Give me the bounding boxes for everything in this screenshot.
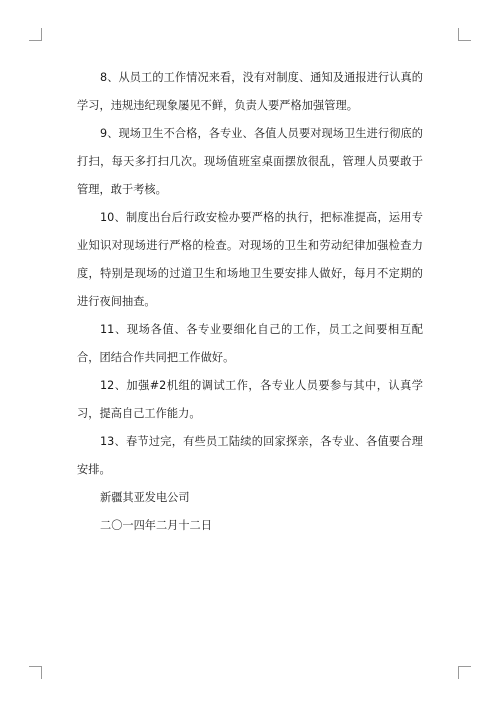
crop-mark-bottom-right <box>458 666 471 679</box>
paragraph-13: 13、春节过完，有些员工陆续的回家探亲，各专业、各值要合理安排。 <box>77 435 423 476</box>
paragraph-12: 12、加强#2机组的调试工作，各专业人员要参与其中，认真学习，提高自己工作能力。 <box>77 379 423 420</box>
crop-mark-top-right <box>458 28 471 41</box>
paragraph-10: 10、制度出台后行政安检办要严格的执行，把标准提高，运用专业知识对现场进行严格的检查。对现场的卫生和劳动纪律加强检查力度，特别是现场的过道卫生和场地卫生要安排人做好，每月不定期的进行夜间抽查。 <box>77 211 423 308</box>
company-name: 新疆其亚发电公司 <box>100 491 190 504</box>
crop-mark-top-left <box>29 28 42 41</box>
crop-mark-bottom-left <box>29 666 42 679</box>
paragraph-8: 8、从员工的工作情况来看，没有对制度、通知及通报进行认真的学习，违规违纪现象屡见不鲜，负责人要严格加强管理。 <box>77 71 423 112</box>
document-body <box>77 64 423 540</box>
paragraph-11: 11、现场各值、各专业要细化自己的工作，员工之间要相互配合，团结合作共同把工作做好。 <box>77 323 423 364</box>
document-date: 二〇一四年二月十二日 <box>100 519 212 532</box>
paragraph-9: 9、现场卫生不合格，各专业、各值人员要对现场卫生进行彻底的打扫，每天多打扫几次。现场值班室桌面摆放很乱，管理人员要敢于管理，敢于考核。 <box>77 127 423 196</box>
